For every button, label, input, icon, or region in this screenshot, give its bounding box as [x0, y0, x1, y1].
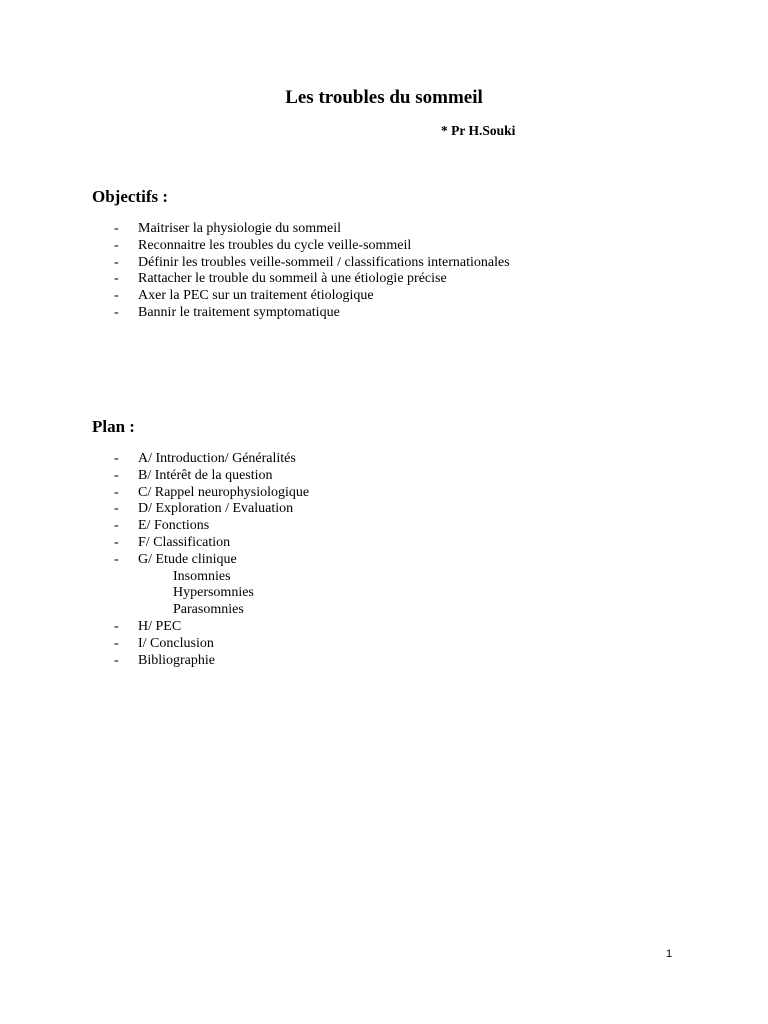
bullet-dash: - [114, 237, 119, 253]
objectifs-list [112, 221, 510, 322]
list-item-text: A/ Introduction/ Généralités [138, 451, 296, 466]
list-item-text: I/ Conclusion [138, 635, 214, 651]
list-item [112, 255, 510, 272]
list-item [112, 451, 309, 468]
list-item-text: Bannir le traitement symptomatique [138, 304, 340, 320]
list-item [112, 636, 309, 653]
list-item [112, 271, 510, 288]
list-item-text: E/ Fonctions [138, 518, 210, 534]
bullet-dash: - [114, 518, 119, 534]
bullet-dash: - [114, 221, 119, 236]
sub-list-item: Hypersomnies [173, 585, 254, 601]
list-item [112, 552, 309, 569]
plan-list [112, 451, 309, 669]
bullet-dash: - [114, 652, 119, 668]
document-title: Les troubles du sommeil [285, 87, 483, 108]
sub-list-item: Insomnies [173, 568, 231, 584]
list-item [112, 619, 309, 636]
sub-list-item: Parasomnies [173, 602, 244, 618]
bullet-dash: - [114, 467, 119, 483]
list-item-text: Reconnaitre les troubles du cycle veille-sommeil [138, 237, 412, 253]
list-item-text: D/ Exploration / Evaluation [138, 501, 294, 517]
bullet-dash: - [114, 534, 119, 550]
list-item [112, 305, 510, 322]
list-item [112, 221, 510, 238]
list-item-text: C/ Rappel neurophysiologique [138, 484, 310, 500]
bullet-dash: - [114, 484, 119, 500]
list-item [112, 653, 309, 670]
list-item [112, 238, 510, 255]
list-item-text: Rattacher le trouble du sommeil à une étiologie précise [138, 271, 447, 287]
bullet-dash: - [114, 288, 119, 304]
list-item-text: Bibliographie [138, 652, 215, 668]
plan-heading: Plan : [92, 417, 135, 436]
list-item-text: F/ Classification [138, 534, 231, 550]
list-item [112, 288, 510, 305]
list-item [112, 535, 309, 552]
bullet-dash: - [114, 551, 119, 567]
list-item [112, 501, 309, 518]
list-item [112, 468, 309, 485]
bullet-dash: - [114, 254, 119, 270]
list-item-text: G/ Etude clinique [138, 551, 237, 567]
list-item-text: H/ PEC [138, 618, 182, 634]
list-item [112, 485, 309, 502]
bullet-dash: - [114, 618, 119, 634]
bullet-dash: - [114, 304, 119, 320]
objectifs-heading: Objectifs : [92, 187, 169, 206]
bullet-dash: - [114, 271, 119, 287]
page-number: 1 [666, 948, 673, 960]
list-item-text: Axer la PEC sur un traitement étiologique [138, 288, 374, 304]
list-item [112, 518, 309, 535]
list-item-text: Définir les troubles veille-sommeil / classifications internationales [138, 254, 510, 270]
bullet-dash: - [114, 635, 119, 651]
list-item-text: Maitriser la physiologie du sommeil [138, 221, 341, 236]
list-item-text: B/ Intérêt de la question [138, 467, 273, 483]
document-author: * Pr H.Souki [441, 123, 516, 138]
bullet-dash: - [114, 501, 119, 517]
bullet-dash: - [114, 451, 119, 466]
